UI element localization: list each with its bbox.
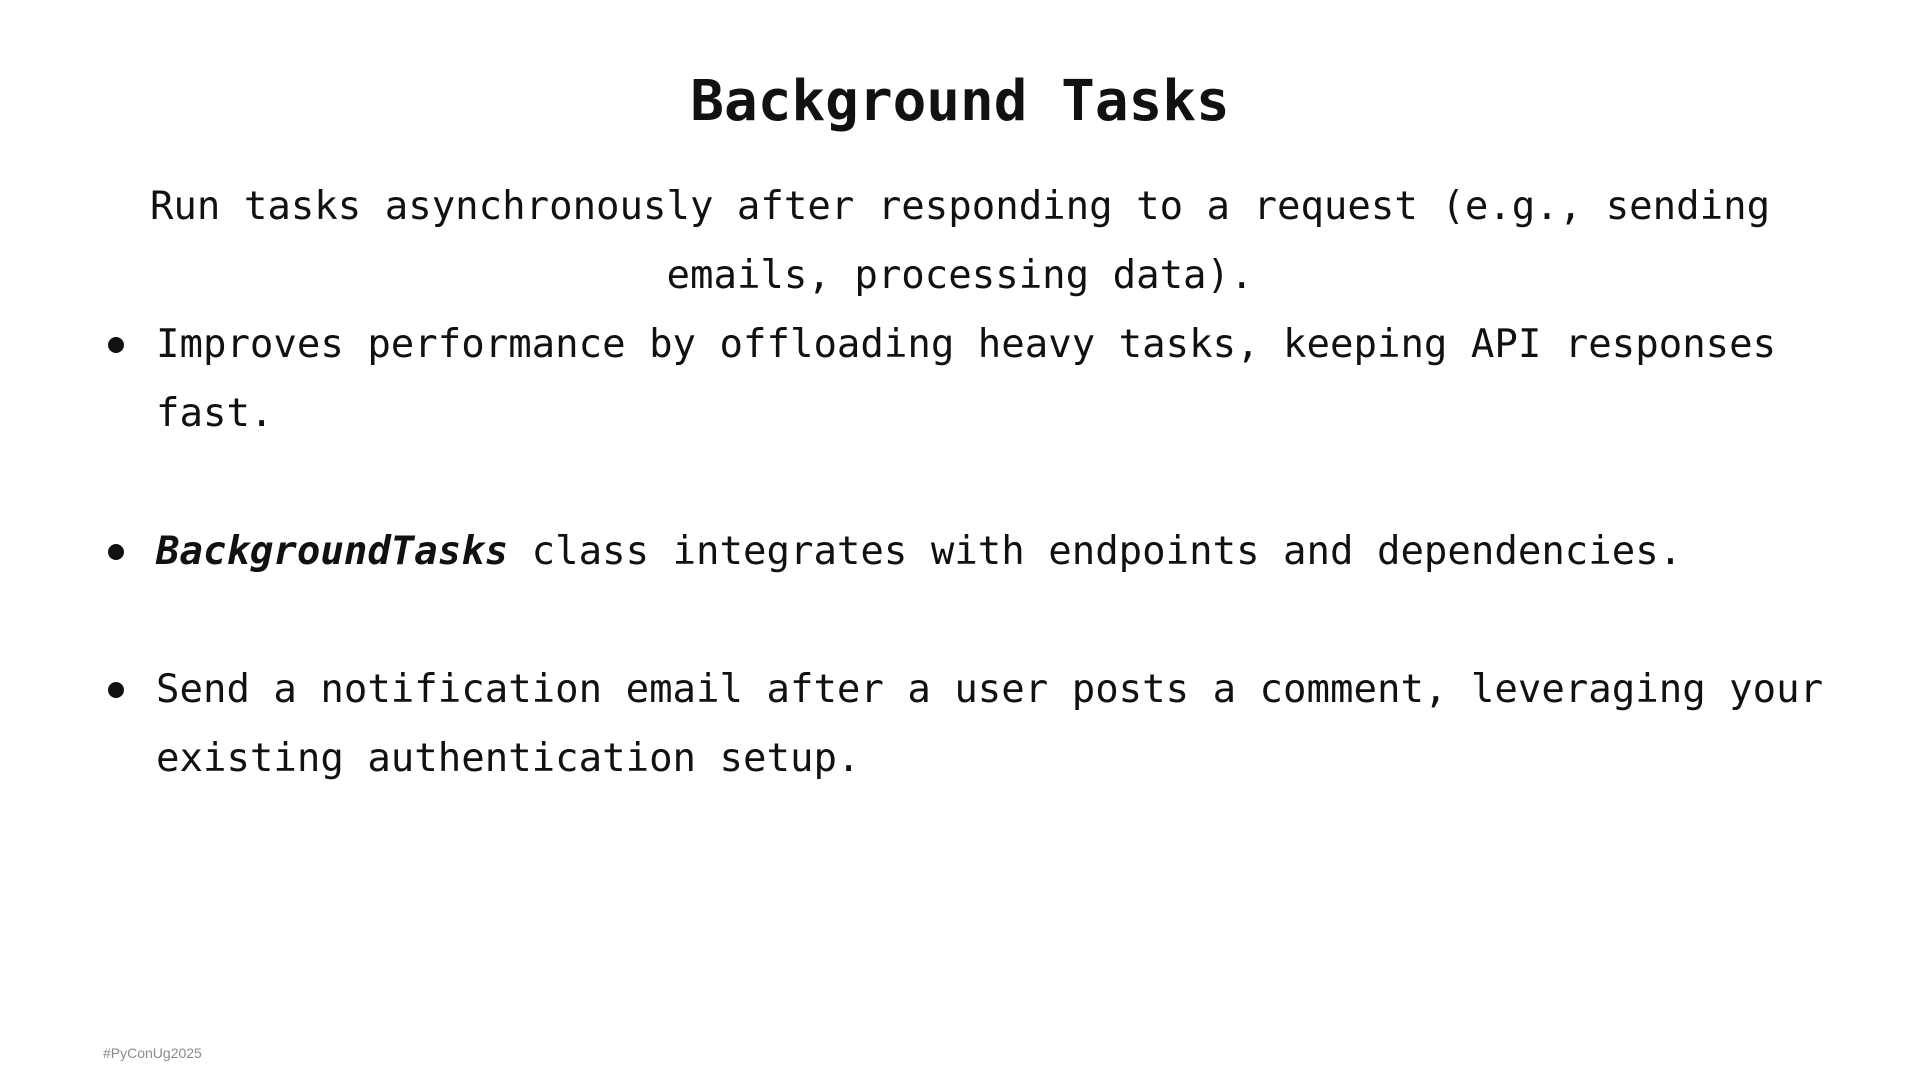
bullet-item-backgroundtasks-class [100,517,1850,586]
bullet-text: class integrates with endpoints and dependencies. [508,529,1683,574]
footer-hashtag: #PyConUg2025 [103,1045,202,1061]
bullet-dot-icon [108,682,124,698]
bullet-list [100,310,1850,793]
intro-text: Run tasks asynchronously after responding to a request (e.g., sending emails, processing data). [149,184,1771,298]
bullet-emphasis: BackgroundTasks [156,529,509,574]
bullet-item-notification-email [100,655,1850,793]
bullet-text: Improves performance by offloading heavy tasks, keeping API responses fast. [156,322,1777,436]
bullet-item-performance [100,310,1850,448]
bullet-dot-icon [108,337,124,353]
bullet-text: Send a notification email after a user posts a comment, leveraging your existing authentication setup. [156,667,1824,781]
bullet-dot-icon [108,544,124,560]
slide-title: Background Tasks [690,69,1230,134]
